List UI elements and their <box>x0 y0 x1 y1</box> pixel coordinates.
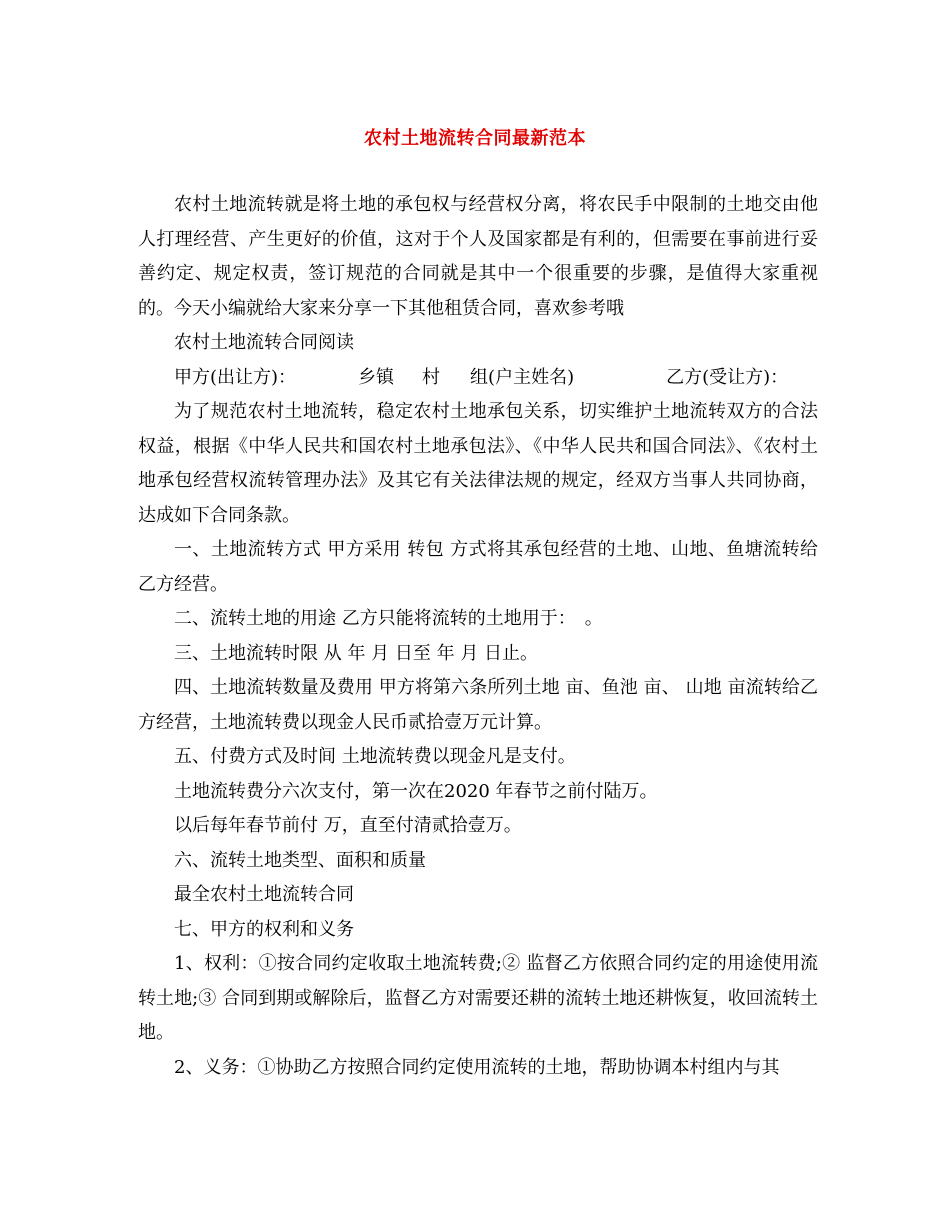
duties-paragraph: 2、义务：①协助乙方按照合同约定使用流转的土地，帮助协调本村组内与其 <box>174 1056 780 1078</box>
clause-4: 四、土地流转数量及费用 甲方将第六条所列土地 亩、鱼池 亩、 山地 亩流转给乙方经营，土地流转费以现金人民币贰拾壹万元计算。 <box>138 677 818 733</box>
preamble-paragraph: 为了规范农村土地流转，稳定农村土地承包关系，切实维护土地流转双方的合法权益，根据《中华人民共和国农村土地承包法》、《中华人民共和国合同法》、《农村土地承包经营权流转管理办法》及其它有关法律法规的规定，经双方当事人共同协商，达成如下合同条款。 <box>138 401 818 526</box>
clause-6: 六、流转土地类型、面积和质量 <box>174 849 426 871</box>
village-label: 村 <box>422 366 441 388</box>
parties-line <box>138 361 818 396</box>
clause-2: 二、流转土地的用途 乙方只能将流转的土地用于： 。 <box>174 608 603 629</box>
clause-1: 一、土地流转方式 甲方采用 转包 方式将其承包经营的土地、山地、鱼塘流转给乙方经营。 <box>138 539 818 595</box>
clause-3: 三、土地流转时限 从 年 月 日至 年 月 日止。 <box>174 642 539 664</box>
subtitle-line: 农村土地流转合同阅读 <box>174 332 354 353</box>
payment-line-1: 土地流转费分六次支付，第一次在2020 年春节之前付陆万。 <box>174 780 658 802</box>
party-a-label: 甲方(出让方)： <box>174 366 297 388</box>
rights-paragraph: 1、权利：①按合同约定收取土地流转费;② 监督乙方依照合同约定的用途使用流转土地;③ 合同到期或解除后，监督乙方对需要还耕的流转土地还耕恢复，收回流转土地。 <box>138 953 818 1043</box>
payment-line-2: 以后每年春节前付 万，直至付清贰拾壹万。 <box>174 815 522 836</box>
group-label: 组(户主姓名) <box>470 366 575 388</box>
document-body <box>138 188 818 1085</box>
document-title: 农村土地流转合同最新范本 <box>364 128 586 149</box>
township-label: 乡镇 <box>358 366 395 388</box>
related-line: 最全农村土地流转合同 <box>174 884 354 905</box>
clause-5: 五、付费方式及时间 土地流转费以现金凡是支付。 <box>174 746 576 767</box>
clause-7: 七、甲方的权利和义务 <box>174 918 354 940</box>
party-b-label: 乙方(受让方)： <box>666 366 789 388</box>
intro-paragraph: 农村土地流转就是将土地的承包权与经营权分离，将农民手中限制的土地交由他人打理经营、产生更好的价值，这对于个人及国家都是有利的，但需要在事前进行妥善约定、规定权责，签订规范的合同就是其中一个很重要的步骤，是值得大家重视的。今天小编就给大家来分享一下其他租赁合同，喜欢参考哦 <box>138 194 818 319</box>
